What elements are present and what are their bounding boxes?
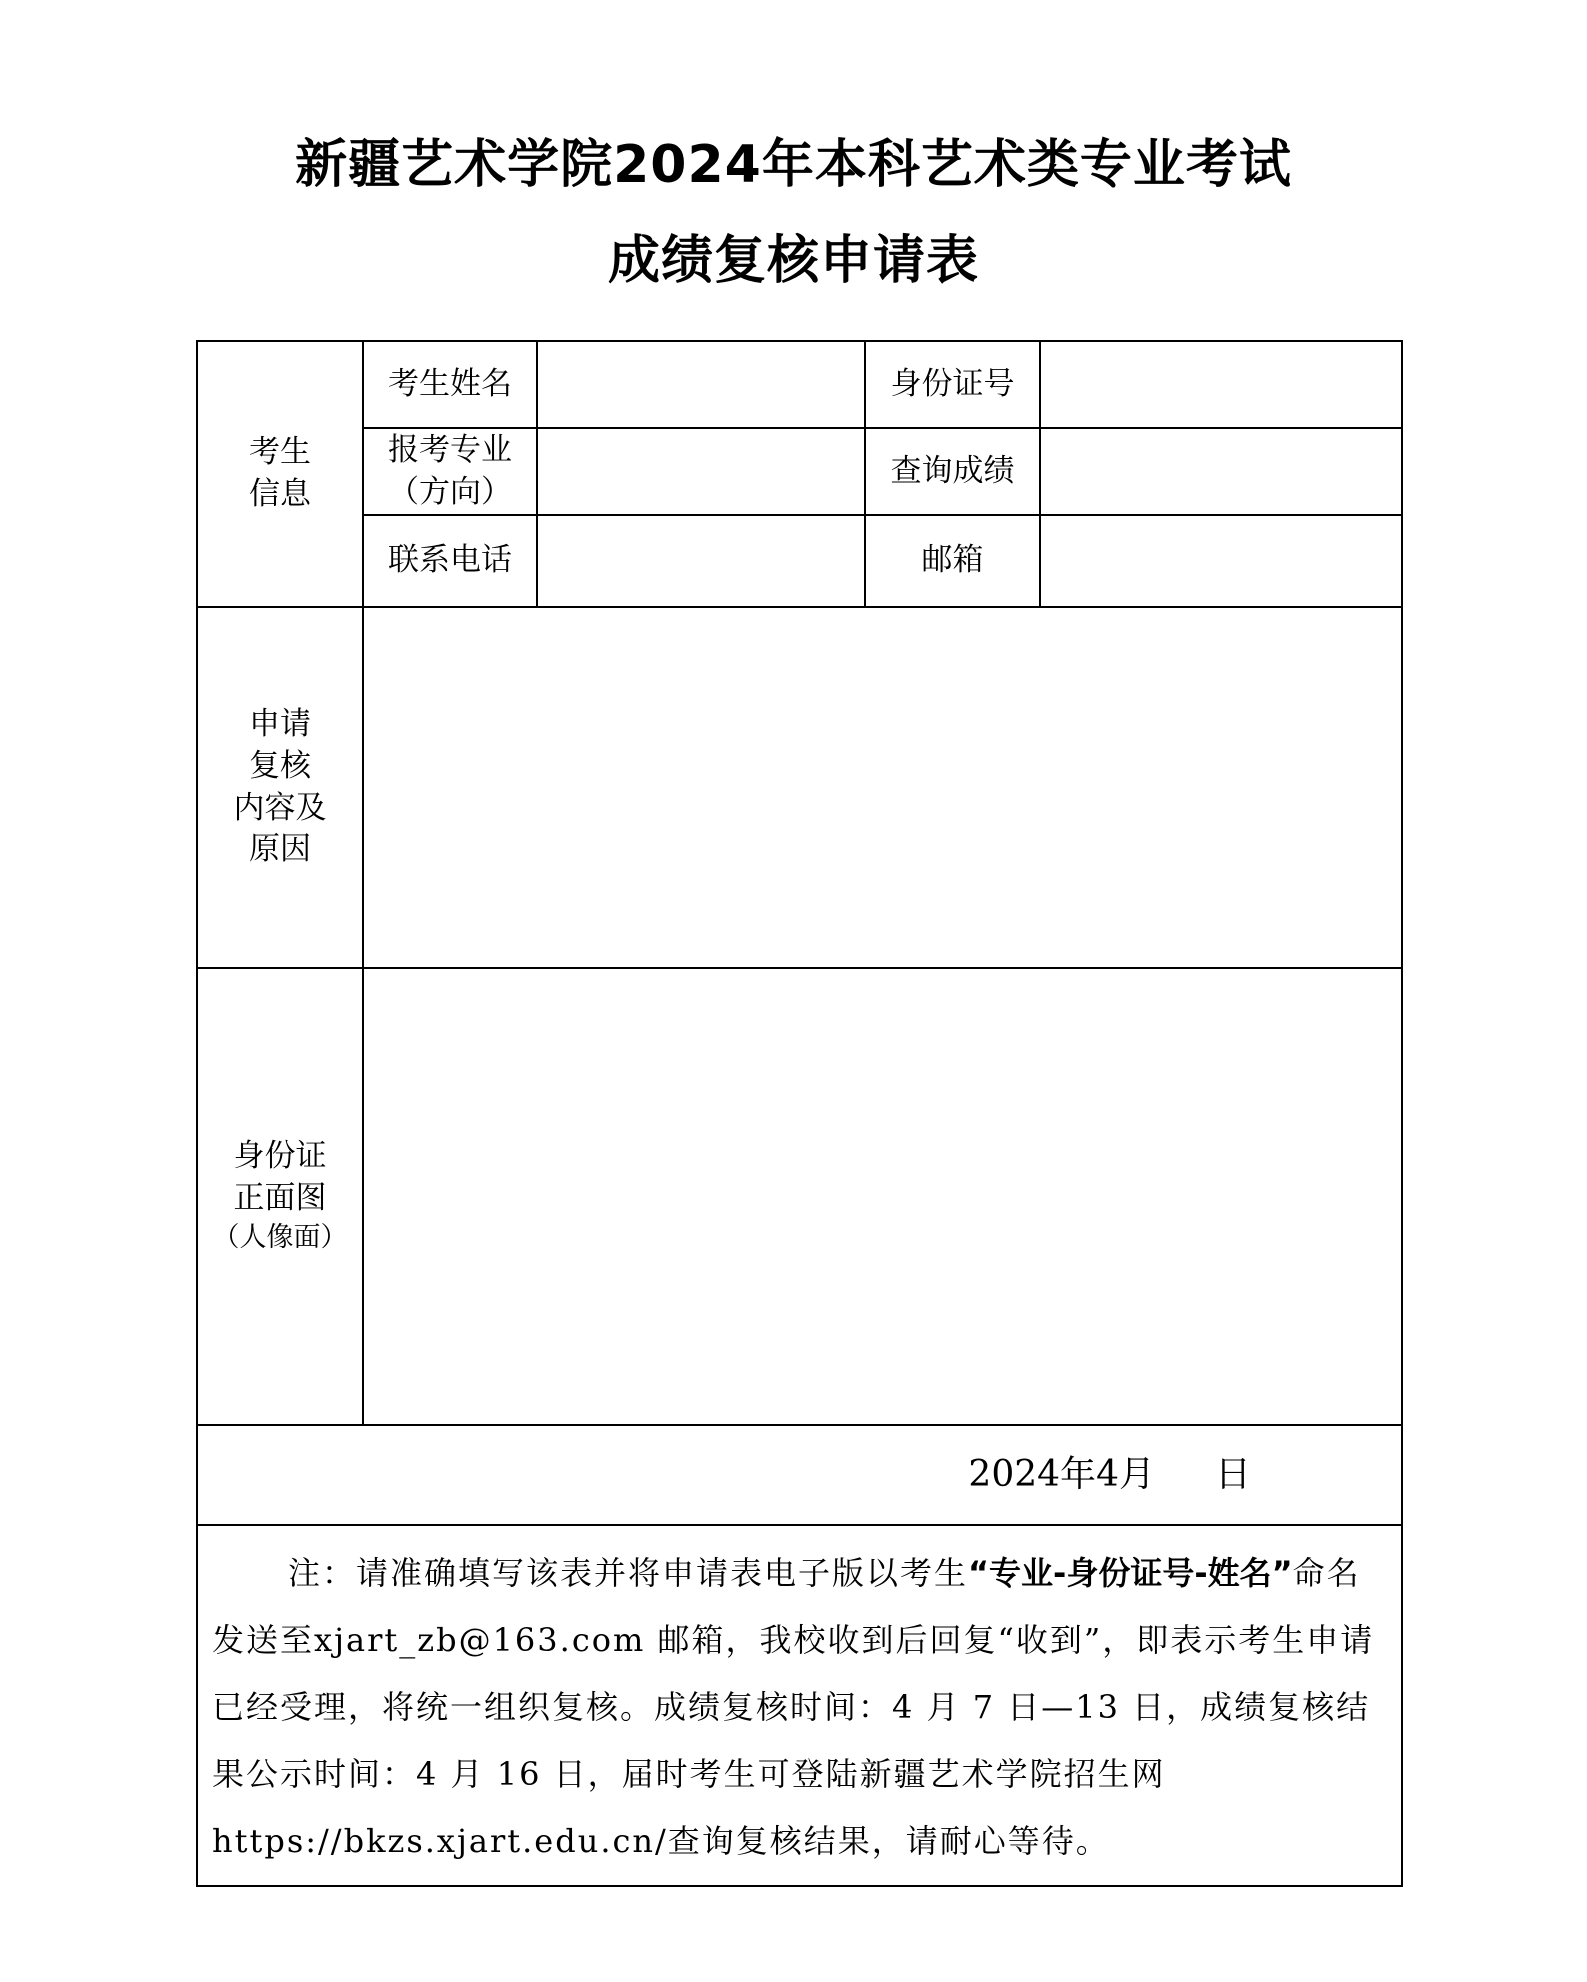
reason-content-field[interactable]	[363, 607, 1402, 968]
phone-label: 联系电话	[363, 515, 537, 607]
major-label-line1: 报考专业	[388, 431, 512, 468]
date-year: 2024	[968, 1453, 1061, 1495]
page-title-line1: 新疆艺术学院2024年本科艺术类专业考试	[295, 135, 1292, 195]
id-photo-upload-area[interactable]	[363, 968, 1402, 1425]
student-info-section-label	[197, 341, 363, 607]
id-number-field[interactable]	[1040, 341, 1402, 428]
date-month: 4	[1096, 1453, 1119, 1495]
reason-label-line3: 内容及	[233, 789, 327, 826]
email-label: 邮箱	[865, 515, 1040, 607]
note-part2: 命名发送至	[212, 1554, 1361, 1659]
student-name-label: 考生姓名	[363, 341, 537, 428]
note-email-link[interactable]: xjart_zb@163.com	[314, 1621, 646, 1659]
student-info-label-line1: 考生	[249, 434, 311, 471]
note-prefix: 注：请准确填写该表并将申请表电子版以考生	[288, 1554, 969, 1592]
note-part4: 查询复核结果，请耐心等待。	[667, 1822, 1110, 1860]
note-url-link[interactable]: https://bkzs.xjart.edu.cn/	[212, 1822, 668, 1860]
reason-section-label	[197, 607, 363, 968]
major-field[interactable]	[537, 428, 865, 515]
id-photo-label-line2: 正面图	[233, 1180, 327, 1217]
major-label-line2: （方向）	[388, 473, 512, 510]
id-photo-section-label	[197, 968, 363, 1425]
note-paragraph	[197, 1525, 1402, 1886]
date-row	[197, 1425, 1402, 1525]
reason-label-line1: 申请	[249, 705, 311, 742]
date-day-unit: 日	[1214, 1453, 1251, 1495]
reason-label-line2: 复核	[249, 747, 311, 784]
student-info-label-line2: 信息	[249, 476, 311, 512]
reason-label-line4: 原因	[249, 831, 311, 868]
phone-field[interactable]	[537, 515, 865, 607]
date-month-unit: 月	[1118, 1453, 1155, 1495]
major-label	[363, 428, 537, 515]
score-query-label: 查询成绩	[865, 428, 1040, 515]
id-number-label: 身份证号	[865, 341, 1040, 428]
id-photo-label-line3: （人像面）	[212, 1222, 348, 1254]
student-name-field[interactable]	[537, 341, 865, 428]
email-field[interactable]	[1040, 515, 1402, 607]
note-filename-format: “专业-身份证号-姓名”	[968, 1554, 1293, 1592]
review-application-form	[196, 340, 1403, 1887]
note-part3: 邮箱，我校收到后回复“收到”，即表示考生申请已经受理，将统一组织复核。成绩复核时间：4 月 7 日—13 日，成绩复核结果公示时间：4 月 16 日，届时考生可登陆新疆艺术学院招生网	[212, 1621, 1375, 1793]
page-title-line2: 成绩复核申请表	[607, 231, 979, 291]
date-year-unit: 年	[1060, 1453, 1097, 1495]
id-photo-label-line1: 身份证	[233, 1138, 327, 1175]
score-query-field[interactable]	[1040, 428, 1402, 515]
